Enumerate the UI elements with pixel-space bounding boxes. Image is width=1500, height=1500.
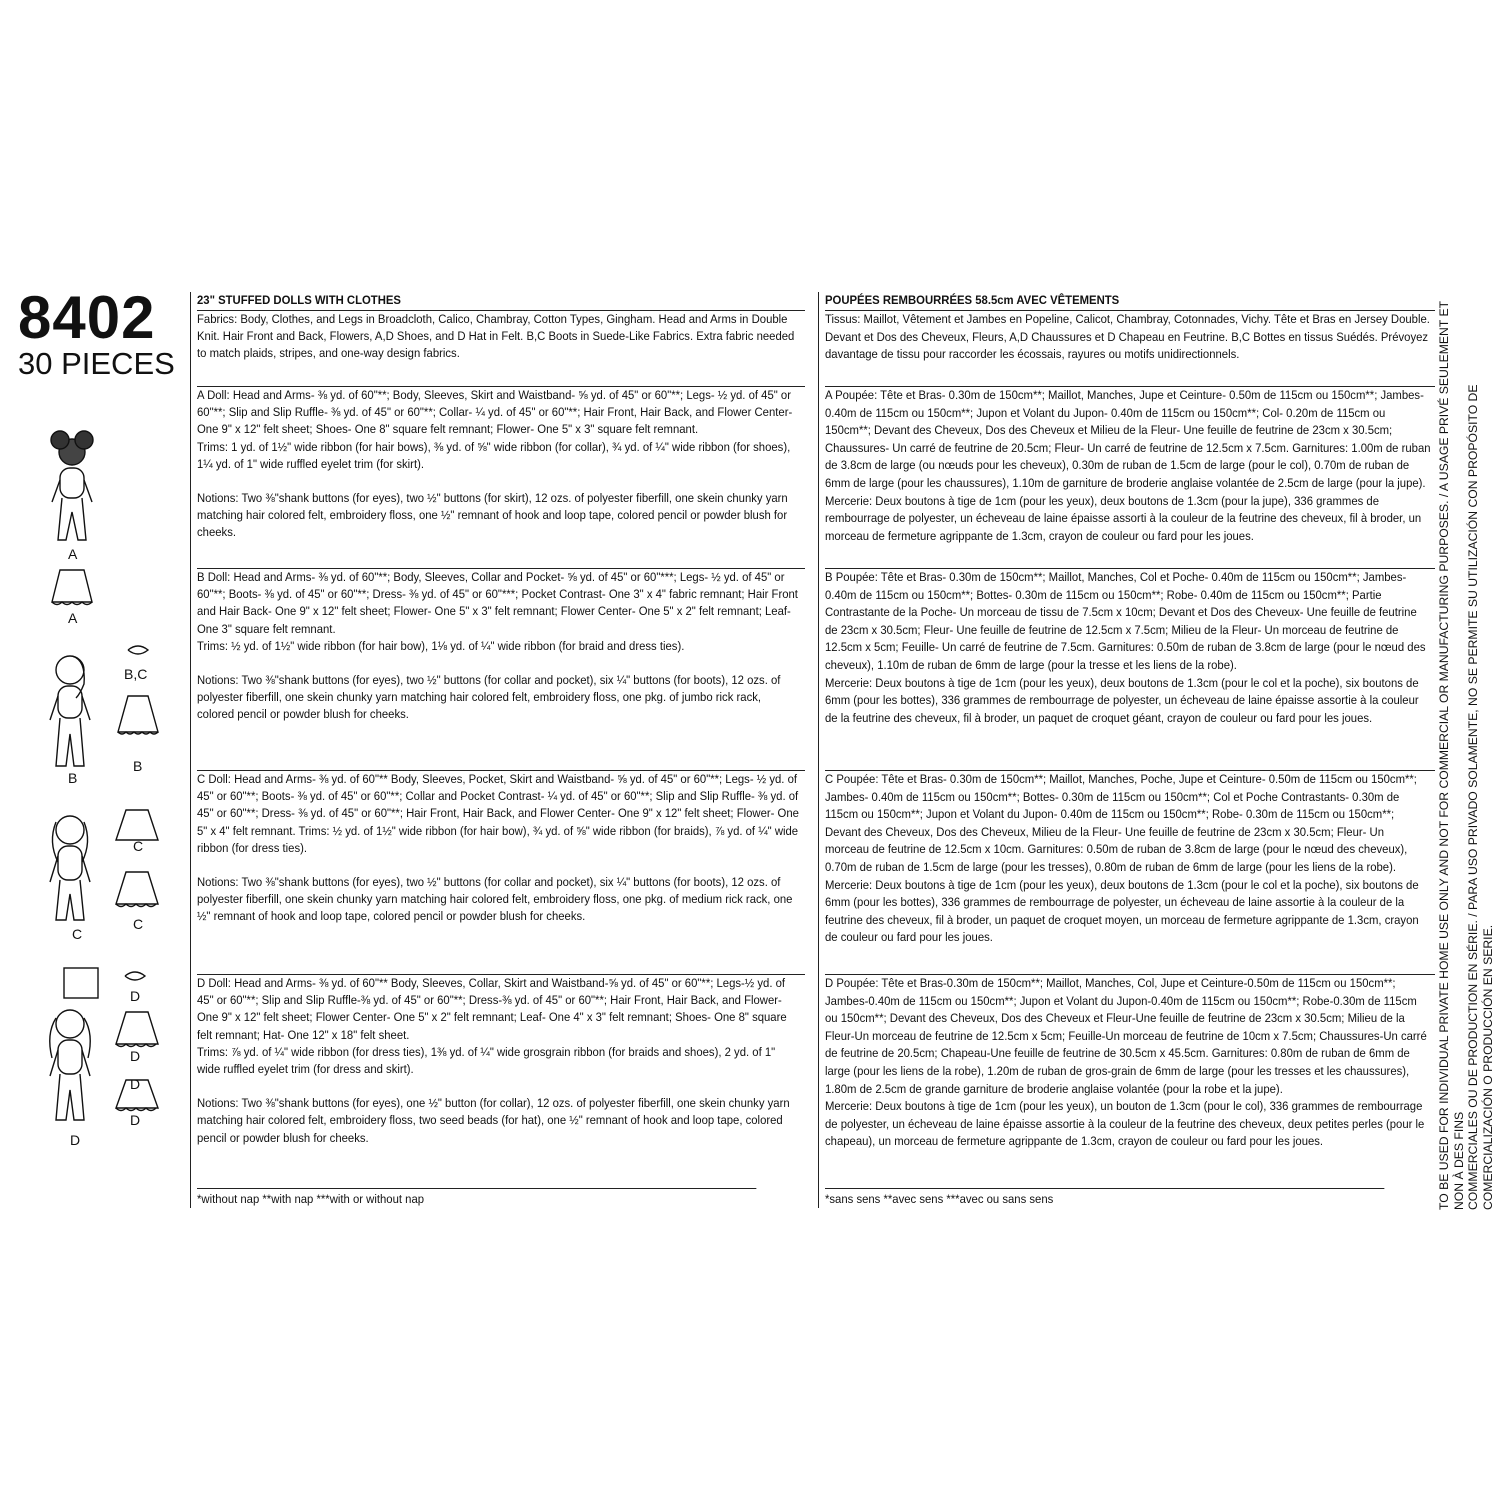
figure-label: D (130, 988, 141, 1004)
figure-label: B (133, 758, 143, 774)
doll-b-yardage: B Doll: Head and Arms- ⅜ yd. of 60"**; Body, Sleeves, Collar and Pocket- ⅝ yd. of 45" or 60"***; Legs- ½ yd. of 45" or 60"**; Boots- ⅜ yd. of 45" or 60"**; Dress- ⅜ yd. of 45" or 60"***; Pocket Contrast- One 3" x 4" fabric remnant; Hair Front and Hair Back- One 9" x 12" felt sheet; Flower- One 5" x 3" felt remnant; Flower Center- One 5" x 2" felt remnant; Leaf- One 3" square felt remnant. (197, 570, 798, 636)
poupee-a-metrage: A Poupée: Tête et Bras- 0.30m de 150cm**; Maillot, Manches, Jupe et Ceinture- 0.50m de 115cm ou 150cm**; Jambes- 0.40m de 115cm ou 150cm**; Jupon et Volant du Jupon- 0.40m de 115cm ou 150cm**; Col- 0.20m de 115cm ou 150cm**; Devant des Cheveux, Dos des Cheveux et Milieu de la Fleur- Une feuille de feutrine de 23cm x 30.5cm; Chaussures- Un carré de feutrine de 20.5cm; Fleur- Un carré de feutrine de 12.5cm x 7.5cm. Garnitures: 1.00m de ruban de 3.8cm de large (ou nœuds pour les cheveux), 0.30m de ruban de 1.5cm de large (pour le col), 0.70m de ruban de 6mm de large (pour les chaussures), 1.10m de garniture de broderie anglaise volantée de 2.5cm de large (pour la jupe). (825, 388, 1431, 490)
doll-b-drawing (50, 656, 90, 766)
dress-b-drawing (118, 696, 158, 734)
poupee-d-mercerie: Mercerie: Deux boutons à tige de 1cm (pour les yeux), un bouton de 1.3cm (pour le col), 336 grammes de rembourrage de polyester, un écheveau de laine épaisse assortie à la couleur de la feutrine des cheveux, deux petites perles (pour le chapeau), un morceau de fermeture agrippante de 1.3cm, crayon de couleur ou fard pour les joues. (825, 1099, 1425, 1149)
usage-notice-line-2: COMMERCIALES OU DE PRODUCTION EN SÉRIE. / PARA USO PRIVADO SOLAMENTE, NO SE PERMITE SU UTILIZACIÓN CON PROPÓSITO DE COMERCIALIZACIÓN O PRODUCCIÓN EN SERIE. (1466, 384, 1495, 1210)
doll-a-drawing (51, 431, 93, 540)
poupee-c-metrage: C Poupée: Tête et Bras- 0.30m de 150cm**; Maillot, Manches, Poche, Jupe et Ceinture- 0.50m de 115cm ou 150cm**; Jambes- 0.40m de 115cm ou 150cm**; Bottes- 0.30m de 115cm ou 150cm**; Col et Poche Contrastants- 0.30m de 115cm ou 150cm**; Jupon et Volant du Jupon- 0.40m de 115cm ou 150cm**; Robe- 0.30m de 115cm ou 150cm**; Devant des Cheveux, Dos des Cheveux, Milieu de la Fleur- Une feuille de feutrine de 23cm x 30.5cm; Fleur- Un morceau de feutrine de 12.5cm x 10cm. Garnitures: 0.50m de ruban de 3.8cm de large (pour le nœud des cheveux), 0.70m de ruban de 1.5cm de large (pour les tresses), 0.80m de ruban de 6mm de large (pour les liens de la robe). (825, 772, 1417, 874)
doll-d-yardage: D Doll: Head and Arms- ⅜ yd. of 60"** Body, Sleeves, Collar, Skirt and Waistband-⅝ yd. of 45" or 60"**; Legs-½ yd. of 45" or 60"**; Slip and Slip Ruffle-⅜ yd. of 45" or 60"**; Dress-⅜ yd. of 45" or 60"**; Hair Front, Hair Back, and Flower- One 9" x 12" felt sheet; Flower Center- One 5" x 2" felt remnant; Leaf- One 4" x 3" felt remnant; Shoes- One 8" square felt remnant; Hat- One 12" x 18" felt sheet. (197, 976, 787, 1042)
poupee-d-metrage: D Poupée: Tête et Bras-0.30m de 150cm**; Maillot, Manches, Col, Jupe et Ceinture-0.50m de 115cm ou 150cm**; Jambes-0.40m de 115cm ou 150cm**; Jupon et Volant du Jupon-0.40m de 115cm ou 150cm**; Robe-0.30m de 115cm ou 150cm**; Devant des Cheveux, Dos des Cheveux et Fleur-Une feuille de feutrine de 23cm x 30.5cm; Milieu de la Fleur-Un morceau de feutrine de 12.5cm x 5cm; Feuille-Un morceau de feutrine de 10cm x 7.5cm; Chaussures-Un carré de feutrine de 20.5cm; Chapeau-Une feuille de feutrine de 30.5cm x 45.5cm. Garnitures: 0.80m de ruban de 6mm de large (pour les liens de la robe), 1.20m de ruban de gros-grain de 6mm de large (pour les tresses et les chaussures), 1.80m de 2.5cm de grande garniture de broderie anglaise volantée (pour la robe et la jupe). (825, 976, 1427, 1096)
skirt-a-drawing (52, 570, 92, 605)
english-section-b (197, 568, 805, 724)
figure-label: D (130, 1112, 141, 1128)
figure-label: A (68, 546, 78, 562)
doll-a-trims: Trims: 1 yd. of 1½" wide ribbon (for hair bows), ⅜ yd. of ⅝" wide ribbon (for collar), ¾ yd. of ¼" wide ribbon (for shoes), 1¼ yd. of 1" wide ruffled eyelet trim (for skirt). (197, 439, 791, 471)
doll-c-yardage: C Doll: Head and Arms- ⅜ yd. of 60"** Body, Sleeves, Pocket, Skirt and Waistband- ⅝ yd. of 45" or 60"**; Legs- ½ yd. of 45" or 60"**; Boots- ⅜ yd. of 45" or 60"**; Collar and Pocket Contrast- ¼ yd. of 45" or 60"**; Slip and Slip Ruffle- ⅜ yd. of 45" or 60"**; Dress- ⅜ yd. of 45" or 60"**; Hair Front, Hair Back, and Flower Center- One 9" x 12" felt sheet; Flower- One 5" x 4" felt remnant. Trims: ½ yd. of 1½" wide ribbon (for hair bow), ¾ yd. of ⅝" wide ribbon (for braids), ⅞ yd. of ¼" wide ribbon (for dress ties). (197, 772, 799, 855)
english-title: 23" STUFFED DOLLS WITH CLOTHES (197, 293, 401, 307)
doll-b-notions: Notions: Two ⅜"shank buttons (for eyes), two ½" buttons (for collar and pocket), six ¼" buttons (for boots), 12 ozs. of polyester fiberfill, one skein chunky yarn matching hair colored felt, embroidery floss, one pkg. of jumbo rick rack, colored pencil or powder blush for cheeks. (197, 673, 781, 722)
dress-c-drawing (116, 810, 158, 840)
english-intro (197, 292, 805, 309)
french-section-d (825, 974, 1435, 1151)
pattern-number: 8402 (18, 284, 156, 351)
doll-illustrations (30, 420, 170, 1160)
figure-label: C (133, 916, 144, 932)
english-fabrics (197, 310, 805, 363)
doll-line-art (30, 420, 170, 1160)
doll-d-notions: Notions: Two ⅜"shank buttons (for eyes), one ½" button (for collar), 12 ozs. of polyester fiberfill, one skein chunky yarn matching hair colored felt, embroidery floss, two seed beads (for hat), one ½" remnant of hook and loop tape, colored pencil or powder blush for cheeks. (197, 1096, 790, 1145)
collar-d-drawing (125, 972, 145, 980)
poupee-b-metrage: B Poupée: Tête et Bras- 0.30m de 150cm**; Maillot, Manches, Col et Poche- 0.40m de 115cm ou 150cm**; Jambes- 0.40m de 115cm ou 150cm**; Bottes- 0.30m de 115cm ou 150cm**; Robe- 0.40m de 115cm ou 150cm**; Partie Contrastante de la Poche- Un morceau de tissu de 7.5cm x 10cm; Devant et Dos des Cheveux- Une feuille de feutrine de 23cm x 30.5cm; Fleur- Une feuille de feutrine de 12.5cm x 7.5cm; Milieu de la Fleur- Un morceau de feutrine de 12.5cm x 5cm; Feuille- Un carré de feutrine de 7.5cm. Garnitures: 0.50m de ruban de 3.8cm de large (pour le nœud des cheveux), 1.10m de ruban de 6mm de large (pour la tresse et les liens de la robe). (825, 570, 1426, 672)
doll-d-drawing (50, 1010, 91, 1120)
french-section-a (825, 386, 1435, 545)
french-column (818, 292, 1435, 1208)
collar-bc-drawing (128, 646, 148, 654)
figure-label: C (133, 838, 144, 854)
french-title: POUPÉES REMBOURRÉES 58.5cm AVEC VÊTEMENTS (825, 293, 1120, 307)
skirt-c-drawing (116, 872, 158, 907)
english-section-c (197, 770, 805, 926)
tissus-text: Tissus: Maillot, Vêtement et Jambes en Popeline, Calicot, Chambray, Cotonnades, Vichy. Tête et Bras en Jersey Double. Devant et Dos des Cheveux, Fleurs, A,D Chaussures et D Chapeau en Feutrine. B,C Bottes en tissus Suédés. Prévoyez davantage de tissu pour raccorder les écossais, rayures ou motifs unidirectionnels. (825, 312, 1430, 362)
dress-d-drawing (116, 1012, 158, 1047)
figure-label: D (130, 1076, 141, 1092)
figure-label: B,C (124, 666, 148, 682)
figure-label: B (68, 770, 78, 786)
doll-a-yardage: A Doll: Head and Arms- ⅜ yd. of 60"**; Body, Sleeves, Skirt and Waistband- ⅝ yd. of 45" or 60"**; Legs- ½ yd. of 45" or 60"**; Slip and Slip Ruffle- ⅜ yd. of 45" or 60"**; Collar- ¼ yd. of 45" or 60"**; Hair Front, Hair Back, and Flower Center- One 9" x 12" felt sheet; Shoes- One 8" square felt remnant; Flower- One 5" x 3" square felt remnant. (197, 388, 793, 437)
poupee-b-mercerie: Mercerie: Deux boutons à tige de 1cm (pour les yeux), deux boutons de 1.3cm (pour le col et la poche), six boutons de 6mm (pour les bottes), 336 grammes de rembourrage de polyester, un écheveau de laine épaisse assortie à la couleur de la feutrine des cheveux, fil à broder, un paquet de croquet géant, crayon de couleur ou fard pour les joues. (825, 675, 1419, 725)
english-footnote: *without nap **with nap ***with or without nap (197, 1188, 756, 1206)
french-fabrics (825, 310, 1435, 364)
french-intro (825, 292, 1435, 310)
poupee-a-mercerie: Mercerie: Deux boutons à tige de 1cm (pour les yeux), deux boutons de 1.3cm (pour la jupe), 336 grammes de rembourrage de polyester, un écheveau de laine épaisse assorti à la couleur de la feutrine des cheveux, fil à broder, un morceau de fermeture agrippante de 1.3cm, crayon de couleur ou fard pour les joues. (825, 493, 1422, 543)
fabrics-text: Fabrics: Body, Clothes, and Legs in Broadcloth, Calico, Chambray, Cotton Types, Gingham. Head and Arms in Double Knit. Hair Front and Back, Flowers, A,D Shoes, and D Hat in Felt. B,C Boots in Suede-Like Fabrics. Extra fabric needed to match plaids, stripes, and one-way design fabrics. (197, 312, 795, 361)
figure-label: D (70, 1132, 81, 1148)
piece-count: 30 PIECES (18, 346, 175, 381)
doll-c-notions: Notions: Two ⅜"shank buttons (for eyes), two ½" buttons (for collar and pocket), six ¼" buttons (for boots), 12 ozs. of polyester fiberfill, one skein chunky yarn matching hair colored felt, embroidery floss, one pkg. of medium rick rack, one ½" remnant of hook and loop tape, colored pencil or powder blush for cheeks. (197, 875, 793, 924)
english-section-a (197, 386, 805, 542)
hat-d-drawing (64, 968, 98, 998)
doll-a-notions: Notions: Two ⅜"shank buttons (for eyes), two ½" buttons (for skirt), 12 ozs. of polyester fiberfill, one skein chunky yarn matching hair colored felt, embroidery floss, one ½" remnant of hook and loop tape, colored pencil or powder blush for cheeks. (197, 491, 788, 540)
usage-notice-line-1: TO BE USED FOR INDIVIDUAL PRIVATE HOME USE ONLY AND NOT FOR COMMERCIAL OR MANUFACTURING PURPOSES. / A USAGE PRIVÉ SEULEMENT ET NON À DES FINS (1437, 301, 1466, 1210)
doll-d-trims: Trims: ⅞ yd. of ¼" wide ribbon (for dress ties), 1⅜ yd. of ¼" wide grosgrain ribbon (for braids and shoes), 2 yd. of 1" wide ruffled eyelet trim (for dress and skirt). (197, 1044, 776, 1077)
french-section-c (825, 770, 1435, 947)
figure-label: D (130, 1048, 141, 1064)
french-section-b (825, 568, 1435, 727)
poupee-c-mercerie: Mercerie: Deux boutons à tige de 1cm (pour les yeux), deux boutons de 1.3cm (pour le col et la poche), six boutons de 6mm (pour les bottes), 336 grammes de rembourrage de polyester, un écheveau de laine assortie à la couleur de la feutrine des cheveux, fil à broder, un paquet de croquet moyen, un morceau de fermeture agrippante de 1.3cm, crayon de couleur ou fard pour les joues. (825, 877, 1419, 945)
figure-label: A (68, 610, 78, 626)
doll-c-drawing (50, 816, 90, 920)
english-column (190, 292, 805, 1208)
french-footnote: *sans sens **avec sens ***avec ou sans sens (825, 1188, 1384, 1206)
english-section-d (197, 974, 805, 1147)
figure-label: C (72, 926, 83, 942)
usage-notice (1437, 290, 1495, 1210)
doll-b-trims: Trims: ½ yd. of 1½" wide ribbon (for hair bow), 1⅛ yd. of ¼" wide ribbon (for braid and dress ties). (197, 638, 685, 653)
